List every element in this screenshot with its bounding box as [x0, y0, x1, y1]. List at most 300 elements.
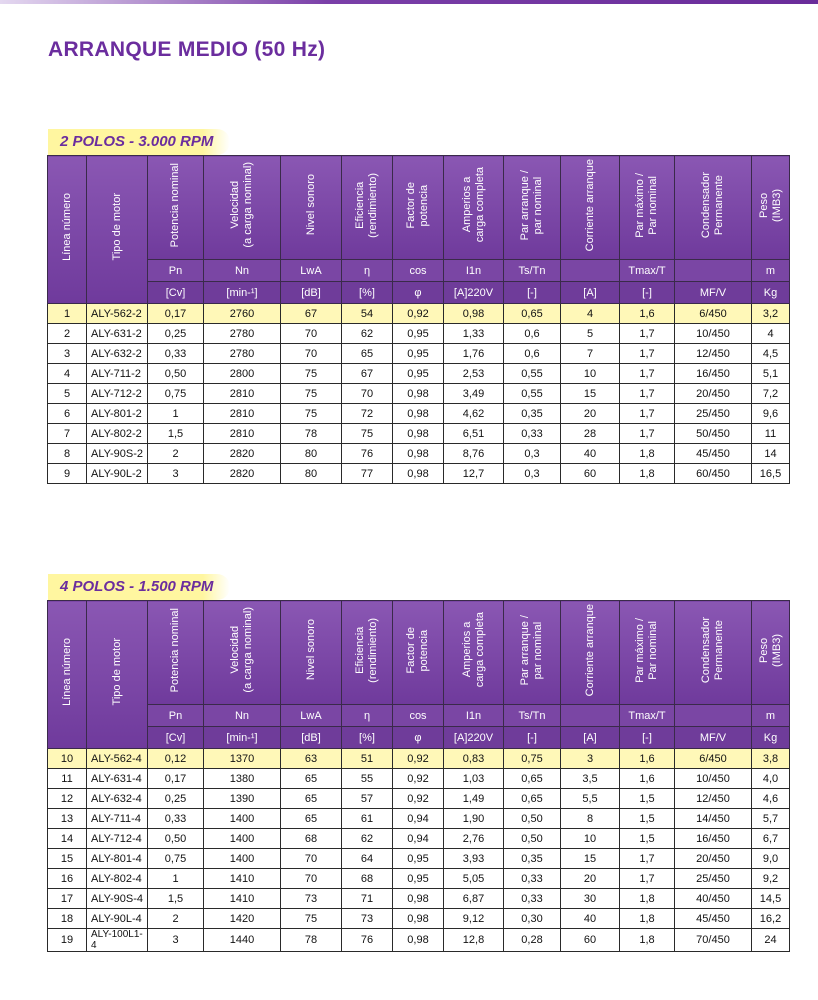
header-label: Amperios a carga completa: [460, 167, 486, 243]
cell-line-number: 16: [48, 869, 87, 889]
table-row: [48, 424, 790, 444]
cell-efficiency: 73: [342, 909, 393, 929]
header-label: Corriente arranque: [583, 158, 596, 252]
cell-start-torque-ratio: 0,30: [504, 909, 561, 929]
cell-capacitor: 20/450: [675, 384, 752, 404]
cell-capacitor: 10/450: [675, 769, 752, 789]
cell-weight: 9,2: [752, 869, 790, 889]
header-symbol: cos: [393, 705, 444, 727]
header-power-factor: [393, 601, 444, 705]
header-motor-type: [87, 156, 148, 304]
header-unit: [-]: [620, 282, 675, 304]
cell-capacitor: 50/450: [675, 424, 752, 444]
cell-start-current: 40: [561, 909, 620, 929]
cell-line-number: 1: [48, 304, 87, 324]
cell-line-number: 14: [48, 829, 87, 849]
header-label: Eficiencia (rendimiento): [354, 617, 379, 683]
header-symbol: cos: [393, 260, 444, 282]
header-label: Factor de potencia: [405, 181, 430, 229]
header-capacitor: [675, 601, 752, 705]
cell-power-factor: 0,98: [393, 889, 444, 909]
cell-sound-level: 65: [281, 769, 342, 789]
header-power-factor: [393, 156, 444, 260]
table-row: [48, 384, 790, 404]
cell-start-current: 10: [561, 829, 620, 849]
cell-efficiency: 62: [342, 324, 393, 344]
cell-capacitor: 16/450: [675, 364, 752, 384]
header-line-number: [48, 156, 87, 304]
cell-rated-power: 3: [148, 929, 204, 952]
cell-sound-level: 75: [281, 404, 342, 424]
cell-weight: 5,1: [752, 364, 790, 384]
table-row: [48, 909, 790, 929]
cell-sound-level: 73: [281, 889, 342, 909]
cell-capacitor: 45/450: [675, 444, 752, 464]
cell-line-number: 11: [48, 769, 87, 789]
cell-capacitor: 45/450: [675, 909, 752, 929]
cell-rated-power: 0,17: [148, 769, 204, 789]
cell-speed: 1420: [204, 909, 281, 929]
cell-full-load-amps: 4,62: [444, 404, 504, 424]
cell-full-load-amps: 6,87: [444, 889, 504, 909]
cell-full-load-amps: 0,83: [444, 749, 504, 769]
spec-table-4-polos: [47, 600, 790, 952]
cell-sound-level: 68: [281, 829, 342, 849]
header-symbol: LwA: [281, 705, 342, 727]
cell-full-load-amps: 1,33: [444, 324, 504, 344]
cell-start-current: 60: [561, 929, 620, 952]
cell-efficiency: 76: [342, 929, 393, 952]
cell-full-load-amps: 6,51: [444, 424, 504, 444]
table-row: [48, 809, 790, 829]
cell-rated-power: 0,75: [148, 384, 204, 404]
cell-full-load-amps: 2,53: [444, 364, 504, 384]
cell-speed: 1400: [204, 809, 281, 829]
header-symbol: [561, 705, 620, 727]
header-label: Condensador Permanente: [700, 616, 725, 684]
cell-start-torque-ratio: 0,3: [504, 464, 561, 484]
cell-line-number: 6: [48, 404, 87, 424]
header-start-torque-ratio: [504, 601, 561, 705]
header-label: Tipo de motor: [110, 638, 123, 706]
cell-weight: 16,2: [752, 909, 790, 929]
cell-sound-level: 78: [281, 929, 342, 952]
cell-sound-level: 75: [281, 909, 342, 929]
cell-rated-power: 0,75: [148, 849, 204, 869]
cell-power-factor: 0,95: [393, 849, 444, 869]
cell-weight: 11: [752, 424, 790, 444]
cell-efficiency: 71: [342, 889, 393, 909]
cell-motor-type: ALY-632-4: [87, 789, 148, 809]
cell-speed: 1400: [204, 849, 281, 869]
cell-full-load-amps: 9,12: [444, 909, 504, 929]
cell-start-current: 40: [561, 444, 620, 464]
header-speed: [204, 156, 281, 260]
cell-start-current: 28: [561, 424, 620, 444]
cell-weight: 5,7: [752, 809, 790, 829]
table-row: [48, 444, 790, 464]
header-symbol: Nn: [204, 260, 281, 282]
cell-speed: 2780: [204, 344, 281, 364]
header-unit: [-]: [504, 282, 561, 304]
cell-efficiency: 54: [342, 304, 393, 324]
header-efficiency: [342, 601, 393, 705]
cell-efficiency: 72: [342, 404, 393, 424]
cell-efficiency: 62: [342, 829, 393, 849]
cell-full-load-amps: 1,76: [444, 344, 504, 364]
cell-start-torque-ratio: 0,65: [504, 789, 561, 809]
cell-sound-level: 65: [281, 789, 342, 809]
cell-speed: 2810: [204, 424, 281, 444]
cell-sound-level: 78: [281, 424, 342, 444]
cell-rated-power: 1,5: [148, 424, 204, 444]
cell-start-current: 4: [561, 304, 620, 324]
header-unit: [min-¹]: [204, 282, 281, 304]
cell-motor-type: ALY-802-4: [87, 869, 148, 889]
table-row: [48, 304, 790, 324]
cell-power-factor: 0,92: [393, 304, 444, 324]
cell-sound-level: 80: [281, 444, 342, 464]
cell-rated-power: 0,25: [148, 324, 204, 344]
cell-max-torque-ratio: 1,7: [620, 384, 675, 404]
cell-weight: 7,2: [752, 384, 790, 404]
cell-sound-level: 75: [281, 364, 342, 384]
cell-power-factor: 0,92: [393, 749, 444, 769]
cell-start-torque-ratio: 0,65: [504, 304, 561, 324]
cell-start-current: 20: [561, 869, 620, 889]
cell-weight: 24: [752, 929, 790, 952]
cell-speed: 2760: [204, 304, 281, 324]
cell-max-torque-ratio: 1,8: [620, 444, 675, 464]
cell-capacitor: 60/450: [675, 464, 752, 484]
cell-power-factor: 0,95: [393, 344, 444, 364]
cell-line-number: 3: [48, 344, 87, 364]
cell-efficiency: 77: [342, 464, 393, 484]
cell-max-torque-ratio: 1,7: [620, 344, 675, 364]
cell-power-factor: 0,95: [393, 869, 444, 889]
cell-line-number: 8: [48, 444, 87, 464]
cell-full-load-amps: 5,05: [444, 869, 504, 889]
cell-capacitor: 14/450: [675, 809, 752, 829]
cell-max-torque-ratio: 1,5: [620, 809, 675, 829]
cell-speed: 1390: [204, 789, 281, 809]
cell-weight: 16,5: [752, 464, 790, 484]
cell-start-torque-ratio: 0,55: [504, 384, 561, 404]
header-label: Factor de potencia: [405, 626, 430, 674]
header-names-row: [48, 156, 790, 260]
header-label: Peso (IMB3): [757, 633, 783, 667]
cell-weight: 3,2: [752, 304, 790, 324]
cell-start-torque-ratio: 0,33: [504, 424, 561, 444]
cell-start-current: 15: [561, 384, 620, 404]
cell-speed: 2810: [204, 404, 281, 424]
cell-motor-type: ALY-801-2: [87, 404, 148, 424]
cell-max-torque-ratio: 1,8: [620, 929, 675, 952]
header-rated-power: [148, 156, 204, 260]
cell-max-torque-ratio: 1,7: [620, 404, 675, 424]
cell-start-torque-ratio: 0,33: [504, 889, 561, 909]
cell-weight: 14: [752, 444, 790, 464]
table-row: [48, 929, 790, 952]
cell-full-load-amps: 2,76: [444, 829, 504, 849]
cell-motor-type: ALY-90L-2: [87, 464, 148, 484]
cell-efficiency: 51: [342, 749, 393, 769]
header-label: Nivel sonoro: [304, 174, 317, 236]
cell-weight: 6,7: [752, 829, 790, 849]
header-symbol: η: [342, 260, 393, 282]
header-label: Velocidad (a carga nominal): [229, 162, 254, 248]
cell-speed: 1440: [204, 929, 281, 952]
cell-weight: 4: [752, 324, 790, 344]
cell-efficiency: 64: [342, 849, 393, 869]
header-unit: MF/V: [675, 282, 752, 304]
header-unit: [A]220V: [444, 727, 504, 749]
cell-line-number: 9: [48, 464, 87, 484]
table-row: [48, 829, 790, 849]
cell-motor-type: ALY-90L-4: [87, 909, 148, 929]
cell-speed: 1370: [204, 749, 281, 769]
header-unit: [A]: [561, 727, 620, 749]
table-row: [48, 464, 790, 484]
cell-rated-power: 0,12: [148, 749, 204, 769]
table-row: [48, 849, 790, 869]
cell-rated-power: 0,33: [148, 809, 204, 829]
header-unit: [%]: [342, 727, 393, 749]
cell-power-factor: 0,95: [393, 364, 444, 384]
header-label: Peso (IMB3): [757, 188, 783, 222]
cell-capacitor: 25/450: [675, 404, 752, 424]
cell-full-load-amps: 3,93: [444, 849, 504, 869]
cell-efficiency: 76: [342, 444, 393, 464]
cell-full-load-amps: 0,98: [444, 304, 504, 324]
cell-weight: 9,6: [752, 404, 790, 424]
header-unit: Kg: [752, 727, 790, 749]
header-motor-type: [87, 601, 148, 749]
header-unit: [min-¹]: [204, 727, 281, 749]
header-weight: [752, 601, 790, 705]
header-label: Línea número: [60, 193, 73, 261]
section-band-4-polos: [48, 574, 230, 600]
cell-line-number: 4: [48, 364, 87, 384]
cell-sound-level: 75: [281, 384, 342, 404]
cell-power-factor: 0,98: [393, 464, 444, 484]
header-units-row: [48, 282, 790, 304]
header-label: Condensador Permanente: [700, 171, 725, 239]
cell-sound-level: 70: [281, 849, 342, 869]
cell-rated-power: 0,17: [148, 304, 204, 324]
header-unit: MF/V: [675, 727, 752, 749]
header-symbol: [561, 260, 620, 282]
spec-table-2-polos: [47, 155, 790, 484]
header-full-load-amps: [444, 601, 504, 705]
cell-max-torque-ratio: 1,7: [620, 364, 675, 384]
cell-power-factor: 0,94: [393, 829, 444, 849]
cell-line-number: 15: [48, 849, 87, 869]
table-row: [48, 789, 790, 809]
header-speed: [204, 601, 281, 705]
header-names-row: [48, 601, 790, 705]
cell-power-factor: 0,98: [393, 404, 444, 424]
cell-line-number: 17: [48, 889, 87, 909]
cell-power-factor: 0,98: [393, 444, 444, 464]
header-max-torque-ratio: [620, 156, 675, 260]
cell-speed: 2820: [204, 444, 281, 464]
cell-power-factor: 0,92: [393, 769, 444, 789]
cell-start-torque-ratio: 0,55: [504, 364, 561, 384]
cell-motor-type: ALY-711-2: [87, 364, 148, 384]
header-label: Par arranque / par nominal: [519, 614, 544, 686]
cell-weight: 4,0: [752, 769, 790, 789]
header-label: Nivel sonoro: [304, 619, 317, 681]
cell-line-number: 12: [48, 789, 87, 809]
cell-max-torque-ratio: 1,6: [620, 749, 675, 769]
cell-start-torque-ratio: 0,35: [504, 849, 561, 869]
cell-motor-type: ALY-712-4: [87, 829, 148, 849]
cell-efficiency: 67: [342, 364, 393, 384]
cell-full-load-amps: 3,49: [444, 384, 504, 404]
cell-max-torque-ratio: 1,6: [620, 304, 675, 324]
header-weight: [752, 156, 790, 260]
header-label: Amperios a carga completa: [460, 612, 486, 688]
header-symbol: Ts/Tn: [504, 260, 561, 282]
cell-start-current: 10: [561, 364, 620, 384]
cell-capacitor: 12/450: [675, 789, 752, 809]
cell-max-torque-ratio: 1,6: [620, 769, 675, 789]
header-unit: Kg: [752, 282, 790, 304]
cell-power-factor: 0,98: [393, 929, 444, 952]
header-symbol: m: [752, 705, 790, 727]
cell-power-factor: 0,98: [393, 424, 444, 444]
cell-capacitor: 6/450: [675, 749, 752, 769]
cell-line-number: 7: [48, 424, 87, 444]
cell-max-torque-ratio: 1,8: [620, 909, 675, 929]
cell-motor-type: ALY-802-2: [87, 424, 148, 444]
cell-speed: 1380: [204, 769, 281, 789]
cell-full-load-amps: 12,8: [444, 929, 504, 952]
header-unit: [A]220V: [444, 282, 504, 304]
header-symbol: Ts/Tn: [504, 705, 561, 727]
header-sound-level: [281, 601, 342, 705]
cell-start-current: 5,5: [561, 789, 620, 809]
header-efficiency: [342, 156, 393, 260]
cell-motor-type: ALY-90S-4: [87, 889, 148, 909]
cell-rated-power: 1: [148, 869, 204, 889]
header-rated-power: [148, 601, 204, 705]
header-unit: [%]: [342, 282, 393, 304]
cell-full-load-amps: 1,90: [444, 809, 504, 829]
header-start-current: [561, 601, 620, 705]
cell-power-factor: 0,92: [393, 789, 444, 809]
header-units-row: [48, 727, 790, 749]
header-symbol: Pn: [148, 260, 204, 282]
cell-capacitor: 12/450: [675, 344, 752, 364]
header-unit: φ: [393, 282, 444, 304]
header-unit: φ: [393, 727, 444, 749]
cell-speed: 1400: [204, 829, 281, 849]
cell-capacitor: 25/450: [675, 869, 752, 889]
cell-speed: 1410: [204, 869, 281, 889]
cell-motor-type: ALY-562-2: [87, 304, 148, 324]
header-symbols-row: [48, 705, 790, 727]
cell-capacitor: 20/450: [675, 849, 752, 869]
cell-capacitor: 10/450: [675, 324, 752, 344]
section-band-label: 2 POLOS - 3.000 RPM: [60, 133, 214, 150]
cell-rated-power: 0,33: [148, 344, 204, 364]
header-symbol: [675, 260, 752, 282]
cell-start-current: 3,5: [561, 769, 620, 789]
cell-line-number: 5: [48, 384, 87, 404]
cell-sound-level: 70: [281, 869, 342, 889]
cell-capacitor: 40/450: [675, 889, 752, 909]
cell-sound-level: 80: [281, 464, 342, 484]
header-symbol: Pn: [148, 705, 204, 727]
cell-efficiency: 57: [342, 789, 393, 809]
cell-line-number: 10: [48, 749, 87, 769]
header-unit: [dB]: [281, 727, 342, 749]
top-accent-line: [0, 0, 818, 4]
cell-full-load-amps: 1,49: [444, 789, 504, 809]
header-line-number: [48, 601, 87, 749]
cell-start-torque-ratio: 0,3: [504, 444, 561, 464]
header-symbol: [675, 705, 752, 727]
table-row: [48, 769, 790, 789]
cell-efficiency: 55: [342, 769, 393, 789]
cell-full-load-amps: 8,76: [444, 444, 504, 464]
header-unit: [Cv]: [148, 727, 204, 749]
cell-start-current: 5: [561, 324, 620, 344]
header-symbol: Nn: [204, 705, 281, 727]
cell-max-torque-ratio: 1,5: [620, 789, 675, 809]
cell-rated-power: 1,5: [148, 889, 204, 909]
cell-motor-type: ALY-90S-2: [87, 444, 148, 464]
header-label: Par arranque / par nominal: [519, 169, 544, 241]
cell-motor-type: ALY-631-2: [87, 324, 148, 344]
cell-speed: 1410: [204, 889, 281, 909]
cell-rated-power: 0,25: [148, 789, 204, 809]
table-row: [48, 404, 790, 424]
cell-weight: 4,5: [752, 344, 790, 364]
cell-rated-power: 2: [148, 909, 204, 929]
cell-motor-type: ALY-631-4: [87, 769, 148, 789]
cell-start-torque-ratio: 0,50: [504, 809, 561, 829]
cell-motor-type: ALY-632-2: [87, 344, 148, 364]
cell-max-torque-ratio: 1,7: [620, 424, 675, 444]
cell-motor-type: ALY-712-2: [87, 384, 148, 404]
header-unit: [A]: [561, 282, 620, 304]
cell-efficiency: 75: [342, 424, 393, 444]
header-unit: [-]: [620, 727, 675, 749]
cell-start-current: 20: [561, 404, 620, 424]
header-unit: [-]: [504, 727, 561, 749]
cell-rated-power: 2: [148, 444, 204, 464]
header-label: Par máximo / Par nominal: [634, 617, 659, 683]
header-capacitor: [675, 156, 752, 260]
cell-start-torque-ratio: 0,28: [504, 929, 561, 952]
cell-sound-level: 70: [281, 344, 342, 364]
cell-line-number: 2: [48, 324, 87, 344]
cell-efficiency: 61: [342, 809, 393, 829]
header-max-torque-ratio: [620, 601, 675, 705]
cell-start-current: 60: [561, 464, 620, 484]
cell-max-torque-ratio: 1,8: [620, 889, 675, 909]
table-row: [48, 889, 790, 909]
cell-start-torque-ratio: 0,6: [504, 324, 561, 344]
cell-start-current: 30: [561, 889, 620, 909]
header-symbol: η: [342, 705, 393, 727]
cell-speed: 2800: [204, 364, 281, 384]
cell-motor-type: ALY-801-4: [87, 849, 148, 869]
header-label: Velocidad (a carga nominal): [229, 607, 254, 693]
